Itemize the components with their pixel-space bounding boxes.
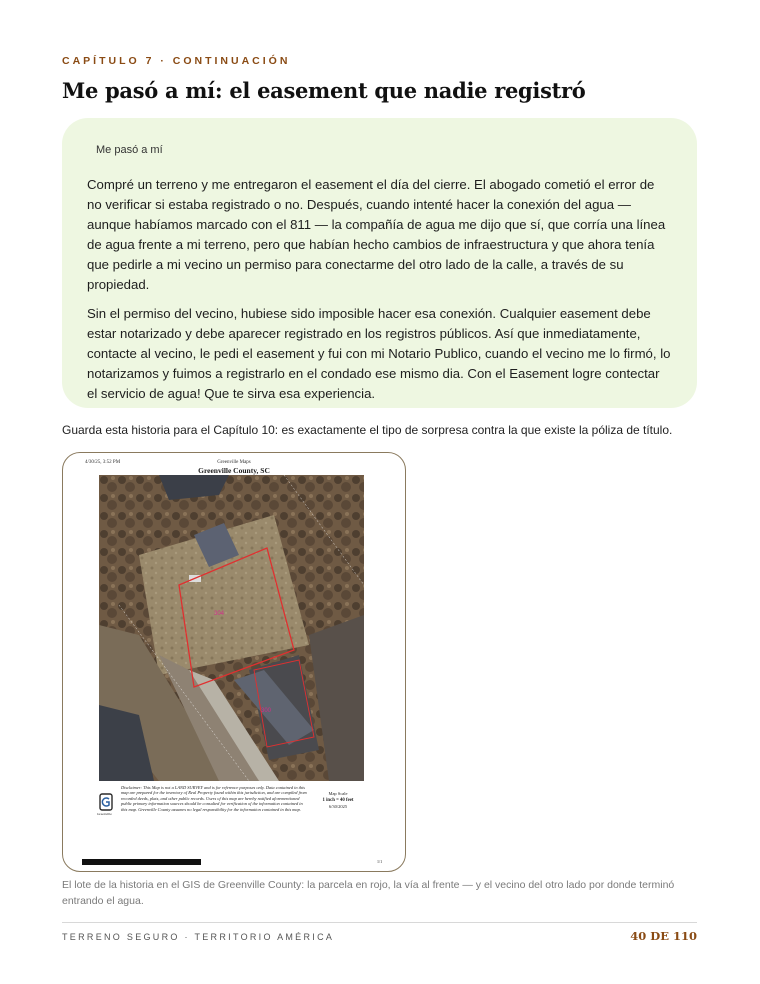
- map-disclaimer: Disclaimer: This Map is not a LAND SURVEY and is for reference purposes only. Data contained in this map are prepared for the inventory of Real Property found within this jurisdiction, and are compiled from recorded deeds, plats, and other public records. Users of this map are hereby notified aforementioned public primary information sources should be consulted for verification of the information contained in this map. Greenville County assumes no legal responsibility for the information contained in this map.: [121, 785, 307, 812]
- footer-divider: [62, 922, 697, 923]
- aerial-parcel-image: [99, 475, 364, 781]
- redaction-bar: [82, 859, 201, 865]
- gis-map-figure: [62, 452, 406, 872]
- footer-book-title: TERRENO SEGURO · TERRITORIO AMÉRICA: [62, 932, 335, 942]
- map-page-number: 1/1: [377, 859, 383, 864]
- page-number: 40 DE 110: [630, 929, 697, 943]
- map-scale-value: 1 inch = 40 feet: [322, 797, 354, 803]
- map-scale: [313, 791, 363, 809]
- page-title: Me pasó a mí: el easement que nadie registró: [62, 78, 586, 103]
- parcel-number-300: 300: [261, 708, 272, 714]
- greenville-logo-icon: [99, 793, 113, 811]
- map-county-title: Greenville County, SC: [198, 466, 270, 475]
- story-paragraph-2: Sin el permiso del vecino, hubiese sido imposible hacer esa conexión. Cualquier easement debe estar notarizado y debe aparecer registrado en los registros públicos. Así que inmediatamente, contacte al vecino, le pedi el easement y fui con mi Notario Publico, cuando el vecino me lo firmó, lo notarizamos y fuimos a registrarlo en el condado ese mismo dia. Con el Easement logre contectar el servicio de agua! Que te sirva esa experiencia.: [87, 306, 671, 401]
- story-paragraph-1: Compré un terreno y me entregaron el easement el día del cierre. El abogado cometió el error de no verificar si estaba registrado o no. Después, cuando intenté hacer la conexión del agua — aunque habíamos marcado con el 811 — la compañía de agua me dijo que sí, que corría una línea de agua frente a mi terreno, pero que habían hecho cambios de infraestructura y que ahora tenía que pedirle a mi vecino un permiso para conectarme del otro lado de la calle, a través de su propiedad.: [87, 177, 666, 292]
- story-callout: [62, 118, 697, 408]
- map-header: Greenville Maps: [217, 460, 251, 465]
- story-label: Me pasó a mí: [96, 144, 163, 156]
- logo-caption: Greenville: [97, 812, 112, 816]
- map-print-date: 4/30/25, 3:52 PM: [85, 460, 121, 465]
- figure-caption: El lote de la historia en el GIS de Greenville County: la parcela en rojo, la vía al frente — y el vecino del otro lado por donde terminó entrando el agua.: [62, 879, 675, 907]
- chapter-note: Guarda esta historia para el Capítulo 10: es exactamente el tipo de sorpresa contra la que existe la póliza de título.: [62, 423, 673, 437]
- chapter-label: CAPÍTULO 7 · CONTINUACIÓN: [62, 55, 291, 67]
- map-scale-title: Map Scale: [328, 791, 348, 796]
- parcel-number-304: 304: [214, 611, 225, 617]
- map-scale-date: 6/30/2025: [328, 803, 348, 809]
